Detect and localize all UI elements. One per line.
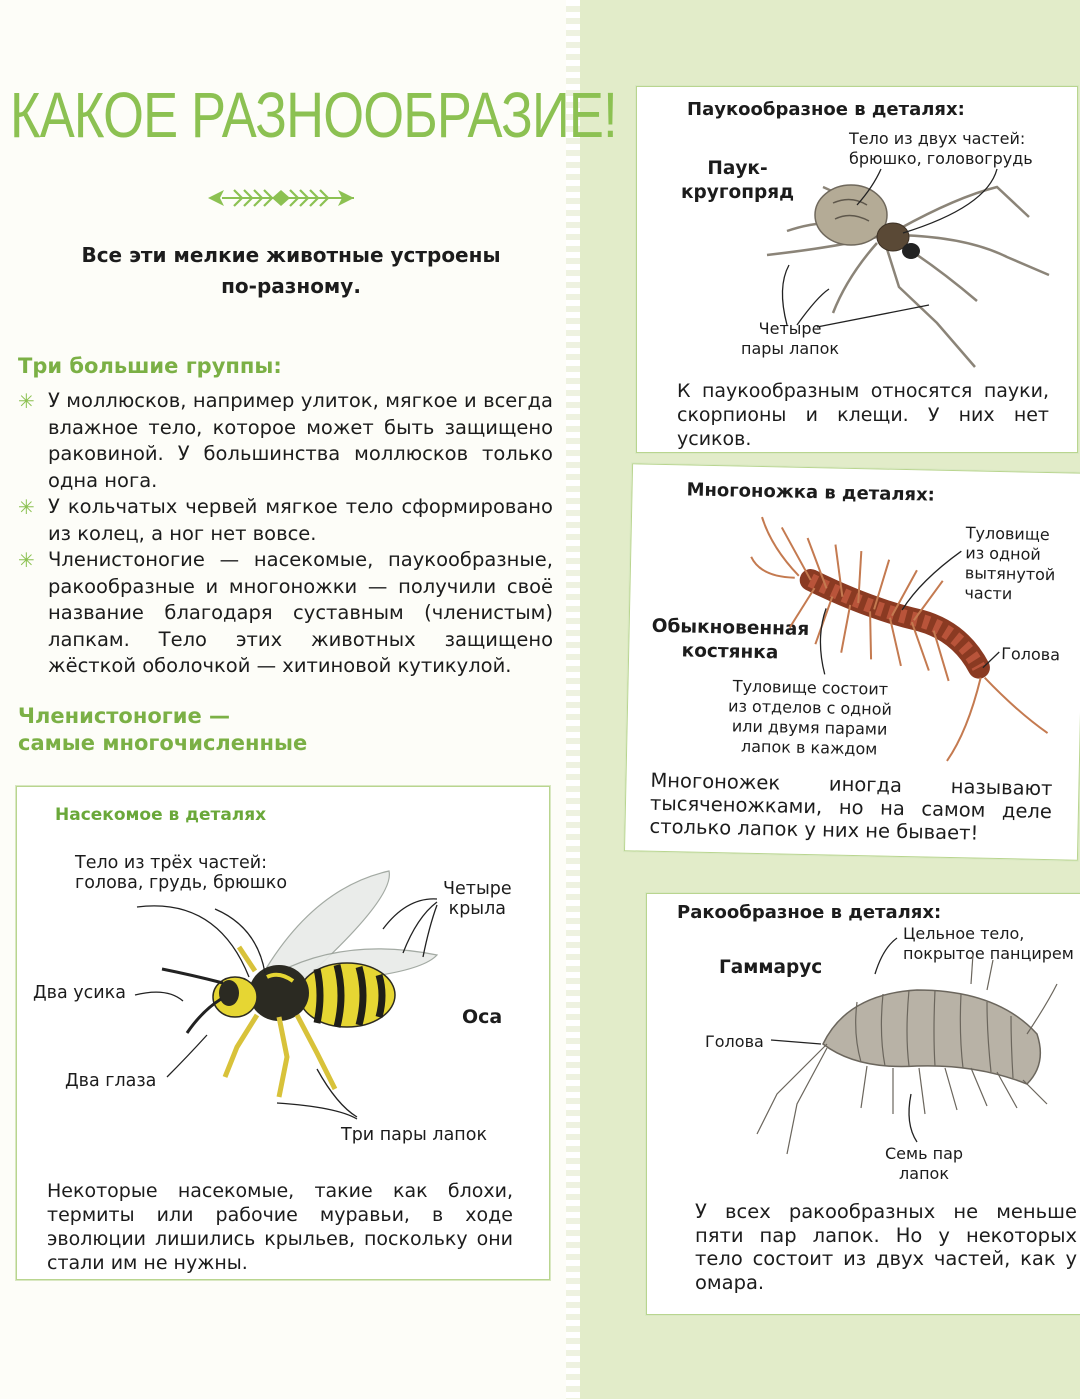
crustacean-box [646,893,1080,1315]
label-line: костянка [681,640,779,664]
arthropods-heading-line-2: самые многочисленные [18,731,308,755]
label-line: вытянутой [964,563,1056,585]
page-spine [566,0,580,1399]
intro-line-2: по-разному. [221,274,361,298]
label-line: Четыре [758,319,822,338]
label-line: крыла [448,899,507,919]
insect-name: Оса [462,1006,503,1028]
spider-icon [767,185,1049,367]
centipede-head-label: Голова [1001,644,1061,665]
label-line: голова, грудь, брюшко [75,873,288,893]
label-line: из отделов с одной [727,696,893,719]
label-line: брюшко, головогрудь [849,149,1033,168]
list-item [18,494,553,547]
label-line: Тело из двух частей: [849,129,1026,148]
label-line: Семь пар [885,1144,964,1163]
wasp-icon [162,871,437,1097]
arthropods-heading-line-1: Членистоногие — [18,704,231,728]
crustacean-name: Гаммарус [719,957,823,978]
groups-heading: Три большие группы: [18,354,282,378]
insect-text: Некоторые насекомые, такие как блохи, термиты или рабочие муравьи, в ходе эволюции лишились крыльев, поскольку они стали им не нужны. [47,1180,513,1274]
centipede-icon [747,517,1052,763]
arthropods-text: Членистоногие — насекомые, паукообразные, ракообразные и многоножки — получили своё название благодаря суставным (членистым) лапкам. Тело этих животных защищено жёсткой оболочкой — хитиновой кутикулой. [48,548,553,677]
insect-eyes-label: Два глаза [65,1071,157,1091]
crustacean-text: У всех ракообразных не меньше пяти пар лапок. Но у некоторых тело состоит из двух частей, как у омара. [695,1200,1077,1294]
label-line: Паук- [707,158,768,179]
wasp-illustration [17,787,549,1187]
label-line: или двумя парами [731,716,888,739]
label-line: покрытое панцирем [903,944,1074,963]
arthropods-heading [18,703,307,757]
spider-text: К паукообразным относятся пауки, скорпионы и клещи. У них нет усиков. [677,380,1049,450]
insect-box [16,786,550,1280]
worms-text: У кольчатых червей мягкое тело сформировано из колец, а ног нет вовсе. [48,495,553,545]
molluscs-text: У моллюсков, например улиток, мягкое и всегда влажное тело, которое может быть защищено раковиной. У большинства моллюсков только одна нога. [48,389,553,492]
list-item [18,547,553,680]
crustacean-head-label: Голова [705,1032,764,1051]
spider-box-title: Паукообразное в деталях: [687,99,965,120]
label-line: из одной [965,543,1041,564]
gammarus-illustration [647,894,1080,1194]
gammarus-icon [757,954,1057,1154]
label-line: части [964,583,1013,604]
label-line: Тело из трёх частей: [75,853,268,873]
groups-list [18,388,553,680]
list-item [18,388,553,494]
label-line: лапок [899,1164,949,1183]
intro-text [56,240,526,302]
label-line: лапок в каждом [740,736,878,759]
spider-illustration [637,87,1077,377]
insect-legs-label: Три пары лапок [341,1125,488,1145]
centipede-illustration [627,464,1080,773]
centipede-text: Многоножек иногда называют тысяченожками, но на самом деле столько лапок у них не бывает! [649,768,1053,845]
star-bullet-icon: ✳ [18,548,35,572]
label-line: кругопряд [681,182,795,203]
label-line: пары лапок [741,339,840,358]
crustacean-box-title: Ракообразное в деталях: [677,902,942,923]
star-bullet-icon: ✳ [18,389,35,413]
insect-box-title: Насекомое в деталях [55,805,267,825]
label-line: Цельное тело, [903,924,1025,943]
label-line: Четыре [443,879,512,899]
label-line: Обыкновенная [651,615,810,641]
centipede-box [624,463,1080,860]
label-line: Туловище [965,523,1050,545]
page-title: КАКОЕ РАЗНООБРАЗИЕ! [10,79,617,151]
centipede-box-title: Многоножка в деталях: [686,479,936,506]
label-line: Туловище состоит [732,676,889,699]
intro-line-1: Все эти мелкие животные устроены [81,243,501,267]
spider-box [636,86,1078,453]
star-bullet-icon: ✳ [18,495,35,519]
arrow-divider-icon [206,186,356,210]
insect-antennae-label: Два усика [33,983,126,1003]
